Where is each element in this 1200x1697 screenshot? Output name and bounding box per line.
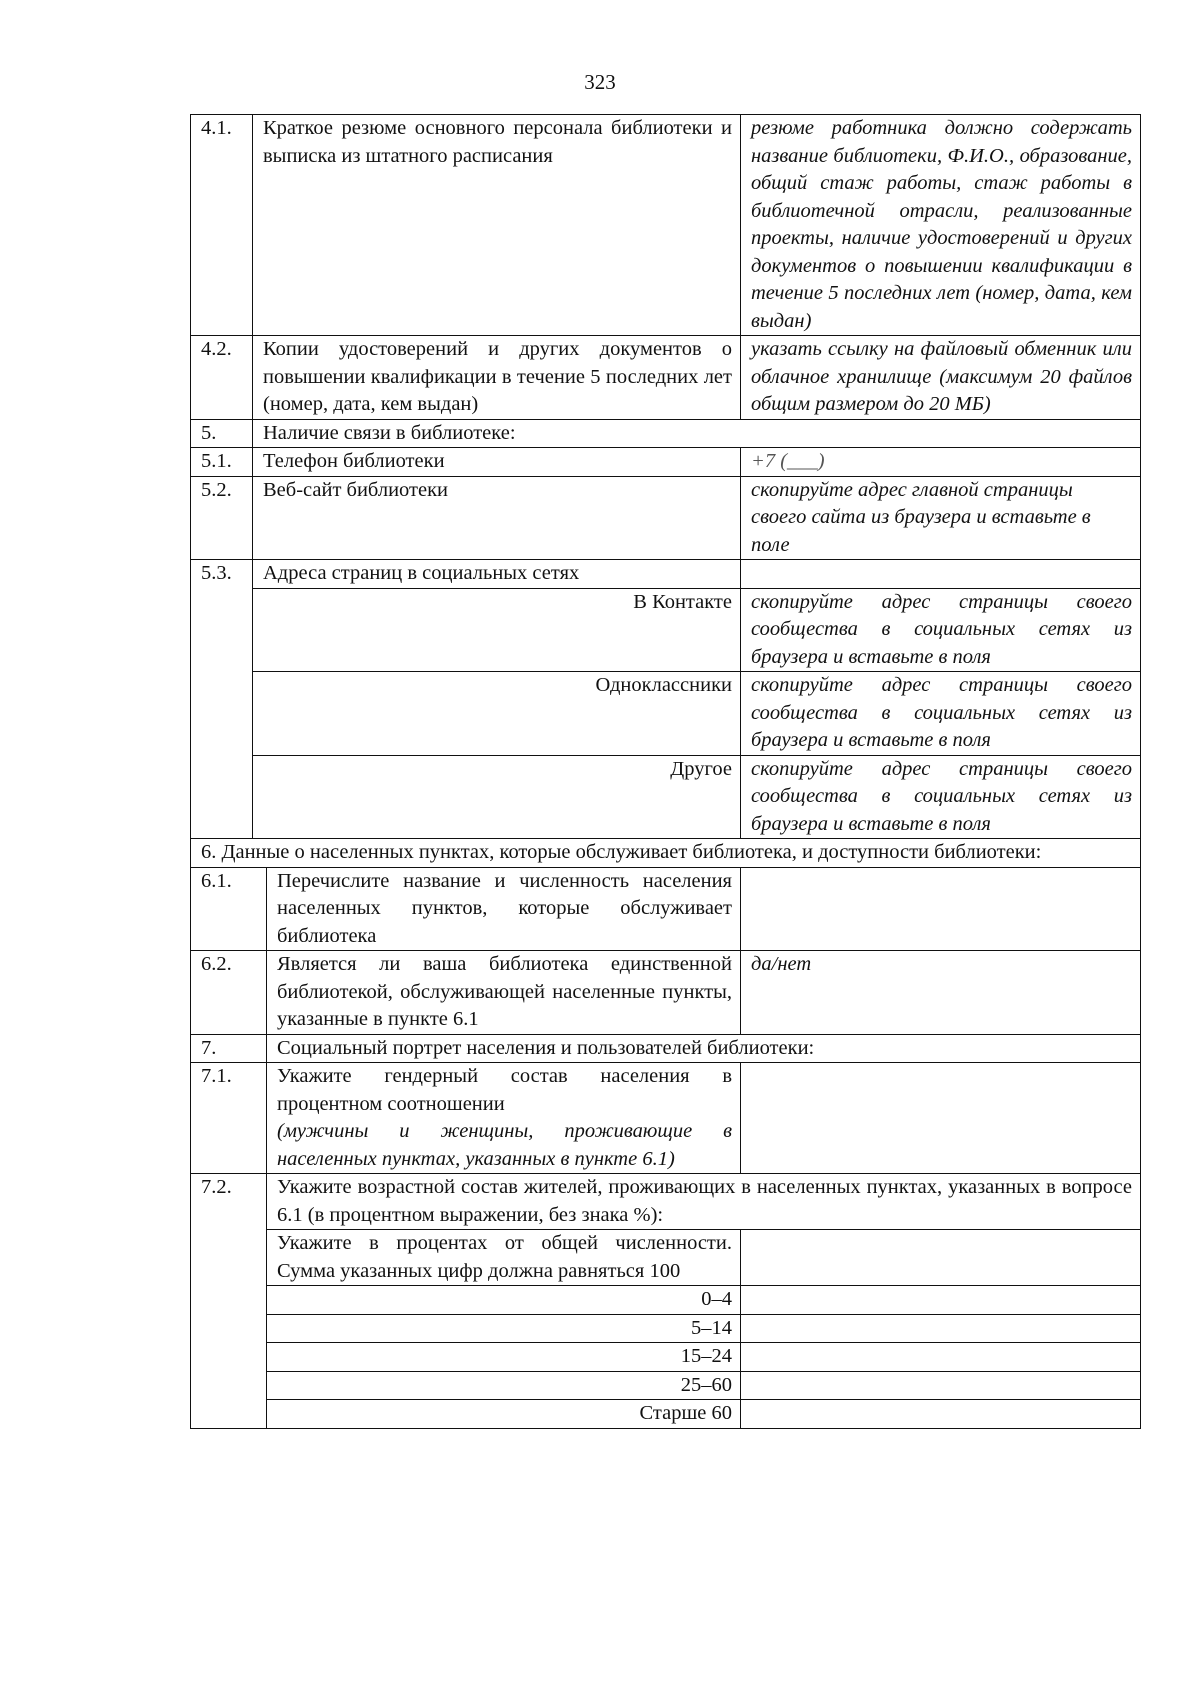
age-group-field[interactable] bbox=[741, 1371, 1141, 1400]
row-number: 7.1. bbox=[191, 1063, 267, 1174]
row-5 bbox=[191, 419, 1141, 448]
row-number: 6.2. bbox=[191, 951, 267, 1035]
age-group-label: 25–60 bbox=[267, 1371, 741, 1400]
settlements-field[interactable] bbox=[741, 867, 1141, 951]
section-heading: Социальный портрет населения и пользователей библиотеки: bbox=[267, 1034, 1141, 1063]
row-label-text: Укажите гендерный состав населения в процентном соотношении bbox=[277, 1065, 732, 1115]
row-label: Перечислите название и численность населения населенных пунктов, которые обслуживает библиотека bbox=[267, 867, 741, 951]
row-number: 4.2. bbox=[191, 336, 253, 420]
row-label: Веб-сайт библиотеки bbox=[253, 476, 741, 560]
row-label bbox=[267, 1063, 741, 1174]
row-5-3-other bbox=[191, 755, 1141, 839]
row-7 bbox=[191, 1034, 1141, 1063]
row-number: 5.2. bbox=[191, 476, 253, 560]
row-label: Краткое резюме основного персонала библиотеки и выписка из штатного расписания bbox=[253, 115, 741, 336]
row-4-1 bbox=[191, 115, 1141, 336]
age-row bbox=[191, 1286, 1141, 1315]
only-library-field[interactable]: да/нет bbox=[741, 951, 1141, 1035]
row-label: Телефон библиотеки bbox=[253, 448, 741, 477]
row-7-2-instruction bbox=[191, 1230, 1141, 1286]
age-group-field[interactable] bbox=[741, 1343, 1141, 1372]
age-group-label: 0–4 bbox=[267, 1286, 741, 1315]
social-label-vk: В Контакте bbox=[253, 588, 741, 672]
section-heading: Наличие связи в библиотеке: bbox=[253, 419, 1141, 448]
social-field-vk[interactable]: скопируйте адрес страницы своего сообщества в социальных сетях из браузера и вставьте в поля bbox=[741, 588, 1141, 672]
row-number: 5.3. bbox=[191, 560, 253, 839]
row-7-1 bbox=[191, 1063, 1141, 1174]
row-number: 7. bbox=[191, 1034, 267, 1063]
age-row bbox=[191, 1400, 1141, 1429]
row-label-note: (мужчины и женщины, проживающие в населенных пунктах, указанных в пункте 6.1) bbox=[277, 1120, 732, 1170]
phone-field[interactable]: +7 (___) bbox=[741, 448, 1141, 477]
row-5-3 bbox=[191, 560, 1141, 589]
row-number: 5.1. bbox=[191, 448, 253, 477]
row-7-2 bbox=[191, 1174, 1141, 1230]
age-group-field[interactable] bbox=[741, 1286, 1141, 1315]
row-label: Адреса страниц в социальных сетях bbox=[253, 560, 741, 589]
row-label: Укажите возрастной состав жителей, проживающих в населенных пунктах, указанных в вопросе 6.1 (в процентном выражении, без знака %): bbox=[267, 1174, 1141, 1230]
row-5-2 bbox=[191, 476, 1141, 560]
row-4-2 bbox=[191, 336, 1141, 420]
row-number: 4.1. bbox=[191, 115, 253, 336]
row-value[interactable]: указать ссылку на файловый обменник или облачное хранилище (максимум 20 файлов общим размером до 20 МБ) bbox=[741, 336, 1141, 420]
row-label: Укажите в процентах от общей численности. Сумма указанных цифр должна равняться 100 bbox=[267, 1230, 741, 1286]
row-value-empty[interactable] bbox=[741, 560, 1141, 589]
age-group-field[interactable] bbox=[741, 1400, 1141, 1429]
row-5-3-ok bbox=[191, 672, 1141, 756]
row-value[interactable]: резюме работника должно содержать название библиотеки, Ф.И.О., образование, общий стаж работы, стаж работы в библиотечной отрасли, реализованные проекты, наличие удостоверений и других документов о повышении квалификации в течение 5 последних лет (номер, дата, кем выдан) bbox=[741, 115, 1141, 336]
form-table bbox=[190, 114, 1141, 1429]
age-group-label: Старше 60 bbox=[267, 1400, 741, 1429]
row-value-empty[interactable] bbox=[741, 1230, 1141, 1286]
row-number: 6.1. bbox=[191, 867, 267, 951]
row-6-2 bbox=[191, 951, 1141, 1035]
age-group-label: 5–14 bbox=[267, 1314, 741, 1343]
page-number: 323 bbox=[584, 70, 616, 94]
row-label: Является ли ваша библиотека единственной библиотекой, обслуживающей населенные пункты, указанные в пункте 6.1 bbox=[267, 951, 741, 1035]
row-5-3-vk bbox=[191, 588, 1141, 672]
social-label-ok: Одноклассники bbox=[253, 672, 741, 756]
age-row bbox=[191, 1343, 1141, 1372]
social-field-other[interactable]: скопируйте адрес страницы своего сообщества в социальных сетях из браузера и вставьте в поля bbox=[741, 755, 1141, 839]
row-5-1 bbox=[191, 448, 1141, 477]
gender-field[interactable] bbox=[741, 1063, 1141, 1174]
age-group-field[interactable] bbox=[741, 1314, 1141, 1343]
row-number: 5. bbox=[191, 419, 253, 448]
age-group-label: 15–24 bbox=[267, 1343, 741, 1372]
age-row bbox=[191, 1314, 1141, 1343]
age-row bbox=[191, 1371, 1141, 1400]
row-label: Копии удостоверений и других документов о повышении квалификации в течение 5 последних лет (номер, дата, кем выдан) bbox=[253, 336, 741, 420]
row-6 bbox=[191, 839, 1141, 868]
section-heading: 6. Данные о населенных пунктах, которые обслуживает библиотека, и доступности библиотеки: bbox=[191, 839, 1141, 868]
website-field[interactable]: скопируйте адрес главной страницы своего сайта из браузера и вставьте в поле bbox=[741, 476, 1141, 560]
social-field-ok[interactable]: скопируйте адрес страницы своего сообщества в социальных сетях из браузера и вставьте в поля bbox=[741, 672, 1141, 756]
row-6-1 bbox=[191, 867, 1141, 951]
social-label-other: Другое bbox=[253, 755, 741, 839]
row-number: 7.2. bbox=[191, 1174, 267, 1429]
